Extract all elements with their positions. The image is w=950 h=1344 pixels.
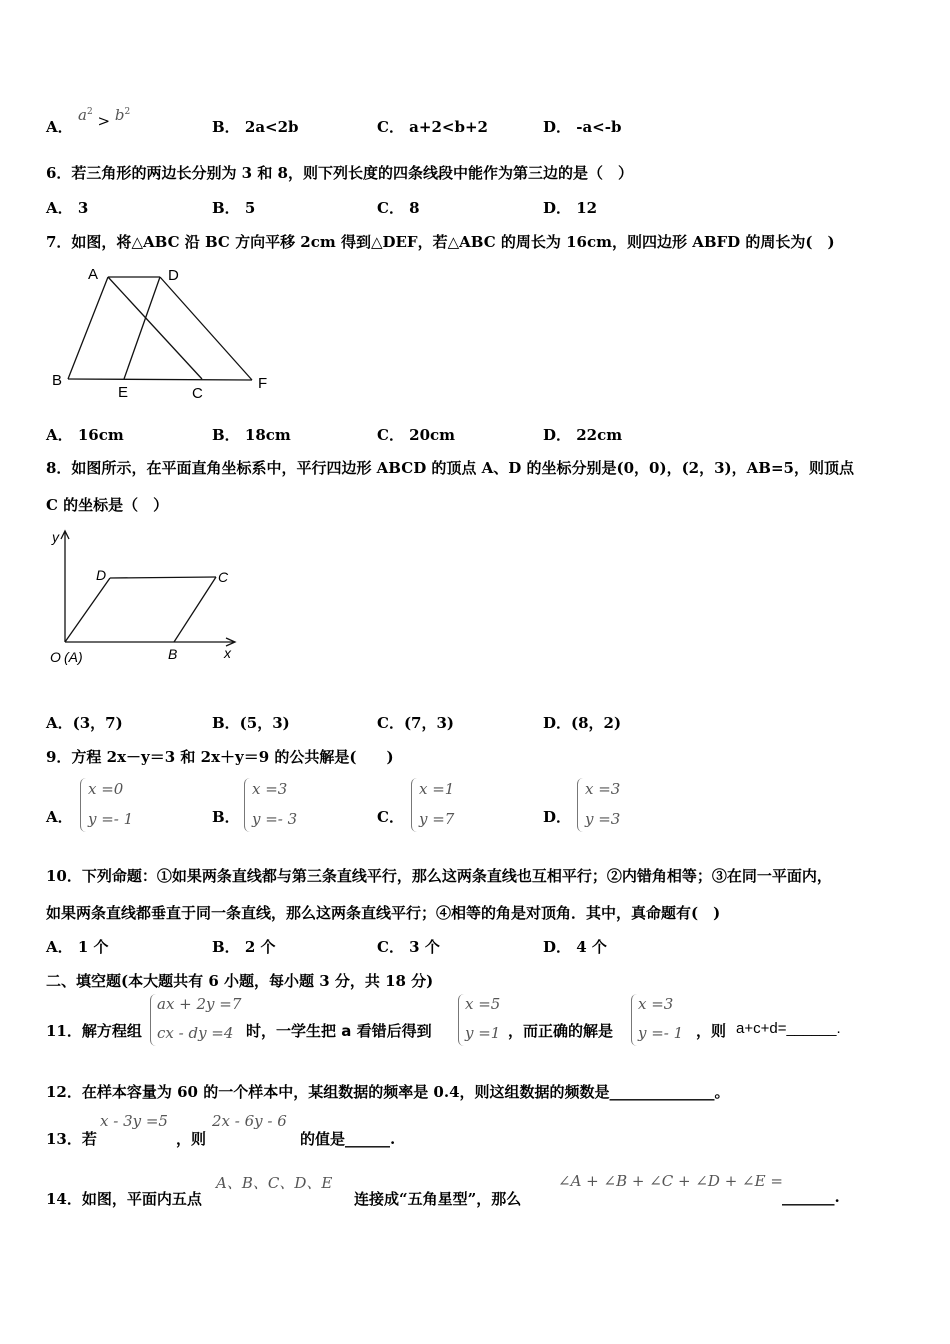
q7-option-b: B． 18cm bbox=[212, 426, 291, 444]
q11-var-a: a bbox=[341, 1022, 352, 1040]
section-heading: 二、填空题(本大题共有 6 小题，每小题 3 分，共 18 分) bbox=[46, 972, 434, 990]
exponent: 2 bbox=[124, 107, 131, 117]
q14-mid: 连接成“五角星型”，那么 bbox=[354, 1190, 522, 1208]
q11-text: 看错后得到 bbox=[356, 1022, 432, 1040]
label-d: D bbox=[168, 267, 179, 284]
brace bbox=[150, 994, 157, 1046]
q11-system2-line2: y =1 bbox=[465, 1024, 501, 1042]
label-a: A bbox=[88, 266, 99, 283]
q7-figure-translated-triangles bbox=[40, 260, 280, 405]
q10-option-c: C． 3 个 bbox=[377, 938, 440, 956]
label-b: B bbox=[168, 646, 178, 662]
label-f: F bbox=[258, 375, 268, 392]
q9-a-line2: y =- 1 bbox=[88, 810, 134, 828]
q6-option-b: B． 5 bbox=[212, 199, 256, 217]
q11-system1-line2: cx - dy =4 bbox=[157, 1024, 234, 1042]
q14-angle-sum: ∠A + ∠B + ∠C + ∠D + ∠E = bbox=[558, 1172, 783, 1190]
q11-system3-line2: y =- 1 bbox=[638, 1024, 684, 1042]
q5-option-b: B． 2a<2b bbox=[212, 118, 299, 136]
brace bbox=[411, 778, 418, 832]
q9-a-line1: x =0 bbox=[88, 780, 124, 798]
q13-mid: ，则 bbox=[176, 1130, 207, 1148]
label-c: C bbox=[218, 569, 229, 585]
segment-ab bbox=[68, 277, 108, 379]
brace bbox=[577, 778, 584, 832]
q8-option-a: A．(3，7) bbox=[46, 714, 123, 732]
q6-option-c: C． 8 bbox=[377, 199, 420, 217]
q8-stem-line2: C 的坐标是（ ） bbox=[46, 496, 169, 514]
q13-tail: 的值是______. bbox=[300, 1130, 396, 1148]
q9-d-line2: y =3 bbox=[585, 810, 621, 828]
q6-option-d: D． 12 bbox=[543, 199, 598, 217]
label-d: D bbox=[96, 567, 107, 583]
q8-option-d: D．(8，2) bbox=[543, 714, 622, 732]
q9-stem: 9．方程 2x－y＝3 和 2x＋y＝9 的公共解是( ) bbox=[46, 748, 394, 766]
q11-system1-line1: ax + 2y =7 bbox=[157, 995, 242, 1013]
q9-option-c-label: C． bbox=[377, 808, 404, 826]
q8-option-b: B．(5，3) bbox=[212, 714, 290, 732]
q5-option-a bbox=[46, 116, 73, 137]
q7-option-c: C． 20cm bbox=[377, 426, 456, 444]
q9-option-a-label: A． bbox=[46, 808, 73, 826]
q13-condition: x - 3y =5 bbox=[100, 1112, 168, 1130]
label-c: C bbox=[192, 385, 203, 402]
brace bbox=[458, 994, 465, 1046]
exponent: 2 bbox=[86, 107, 93, 117]
var-a: a bbox=[78, 106, 87, 124]
q11-mid4: ，则 bbox=[696, 1022, 727, 1040]
q14-prefix: 14．如图，平面内五点 bbox=[46, 1190, 202, 1208]
q5-option-d: D． -a<-b bbox=[543, 118, 622, 136]
option-label: A． bbox=[46, 118, 73, 136]
q9-b-line2: y =- 3 bbox=[252, 810, 298, 828]
q6-stem: 6．若三角形的两边长分别为 3 和 8，则下列长度的四条线段中能作为第三边的是（ ） bbox=[46, 164, 633, 182]
q11-system2-line1: x =5 bbox=[465, 995, 501, 1013]
brace bbox=[244, 778, 251, 832]
q9-d-line1: x =3 bbox=[585, 780, 621, 798]
q5-option-c: C． a+2<b+2 bbox=[377, 118, 488, 136]
label-a: (A) bbox=[64, 649, 83, 665]
q11-answer-blank: a+c+d=______. bbox=[736, 1020, 841, 1037]
label-o: O bbox=[50, 649, 61, 665]
q13-prefix: 13．若 bbox=[46, 1130, 97, 1148]
segment-dc bbox=[110, 577, 216, 578]
q9-c-line2: y =7 bbox=[419, 810, 455, 828]
q11-mid1 bbox=[246, 1020, 432, 1041]
q8-option-c: C．(7，3) bbox=[377, 714, 455, 732]
greater-than: > bbox=[97, 112, 111, 130]
q11-mid3: ，而正确的解是 bbox=[508, 1022, 614, 1040]
q14-tail: _______. bbox=[782, 1188, 840, 1206]
q10-option-d: D． 4 个 bbox=[543, 938, 607, 956]
q8-stem-line1: 8．如图所示，在平面直角坐标系中，平行四边形 ABCD 的顶点 A、D 的坐标分别是(0，0)，(2，3)，AB=5，则顶点 bbox=[46, 459, 854, 477]
q9-b-line1: x =3 bbox=[252, 780, 288, 798]
label-b: B bbox=[52, 372, 63, 389]
q11-prefix: 11．解方程组 bbox=[46, 1022, 142, 1040]
segment-df bbox=[160, 277, 252, 380]
q7-stem: 7．如图，将△ABC 沿 BC 方向平移 2cm 得到△DEF，若△ABC 的周长为 16cm，则四边形 ABFD 的周长为( ) bbox=[46, 233, 835, 251]
q11-system3-line1: x =3 bbox=[638, 995, 674, 1013]
q7-option-a: A． 16cm bbox=[46, 426, 124, 444]
label-y: y bbox=[52, 529, 59, 545]
q13-expression: 2x - 6y - 6 bbox=[212, 1112, 287, 1130]
segment-ad bbox=[65, 578, 110, 642]
q12-stem: 12．在样本容量为 60 的一个样本中，某组数据的频率是 0.4，则这组数据的频数是______________。 bbox=[46, 1083, 730, 1101]
segment-cb bbox=[174, 577, 216, 642]
q5-option-a-expression bbox=[78, 106, 131, 130]
q9-c-line1: x =1 bbox=[419, 780, 455, 798]
q10-option-b: B． 2 个 bbox=[212, 938, 276, 956]
label-e: E bbox=[118, 384, 129, 401]
q9-option-b-label: B． bbox=[212, 808, 240, 826]
q8-figure-parallelogram bbox=[40, 522, 250, 672]
q10-option-a: A． 1 个 bbox=[46, 938, 109, 956]
q9-option-d-label: D． bbox=[543, 808, 572, 826]
brace bbox=[631, 994, 638, 1046]
var-b: b bbox=[114, 106, 125, 124]
q10-stem-line2: 如果两条直线都垂直于同一条直线，那么这两条直线平行；④相等的角是对顶角．其中，真命题有( ) bbox=[46, 904, 721, 922]
q11-text: 时，一学生把 bbox=[246, 1022, 337, 1040]
label-x: x bbox=[224, 645, 231, 661]
q10-stem-line1: 10．下列命题：①如果两条直线都与第三条直线平行，那么这两条直线也互相平行；②内错角相等；③在同一平面内， bbox=[46, 867, 832, 885]
q7-option-d: D． 22cm bbox=[543, 426, 623, 444]
segment-bf bbox=[68, 379, 252, 380]
q14-points: A、B、C、D、E bbox=[216, 1174, 333, 1192]
q6-option-a: A． 3 bbox=[46, 199, 89, 217]
brace bbox=[80, 778, 87, 832]
